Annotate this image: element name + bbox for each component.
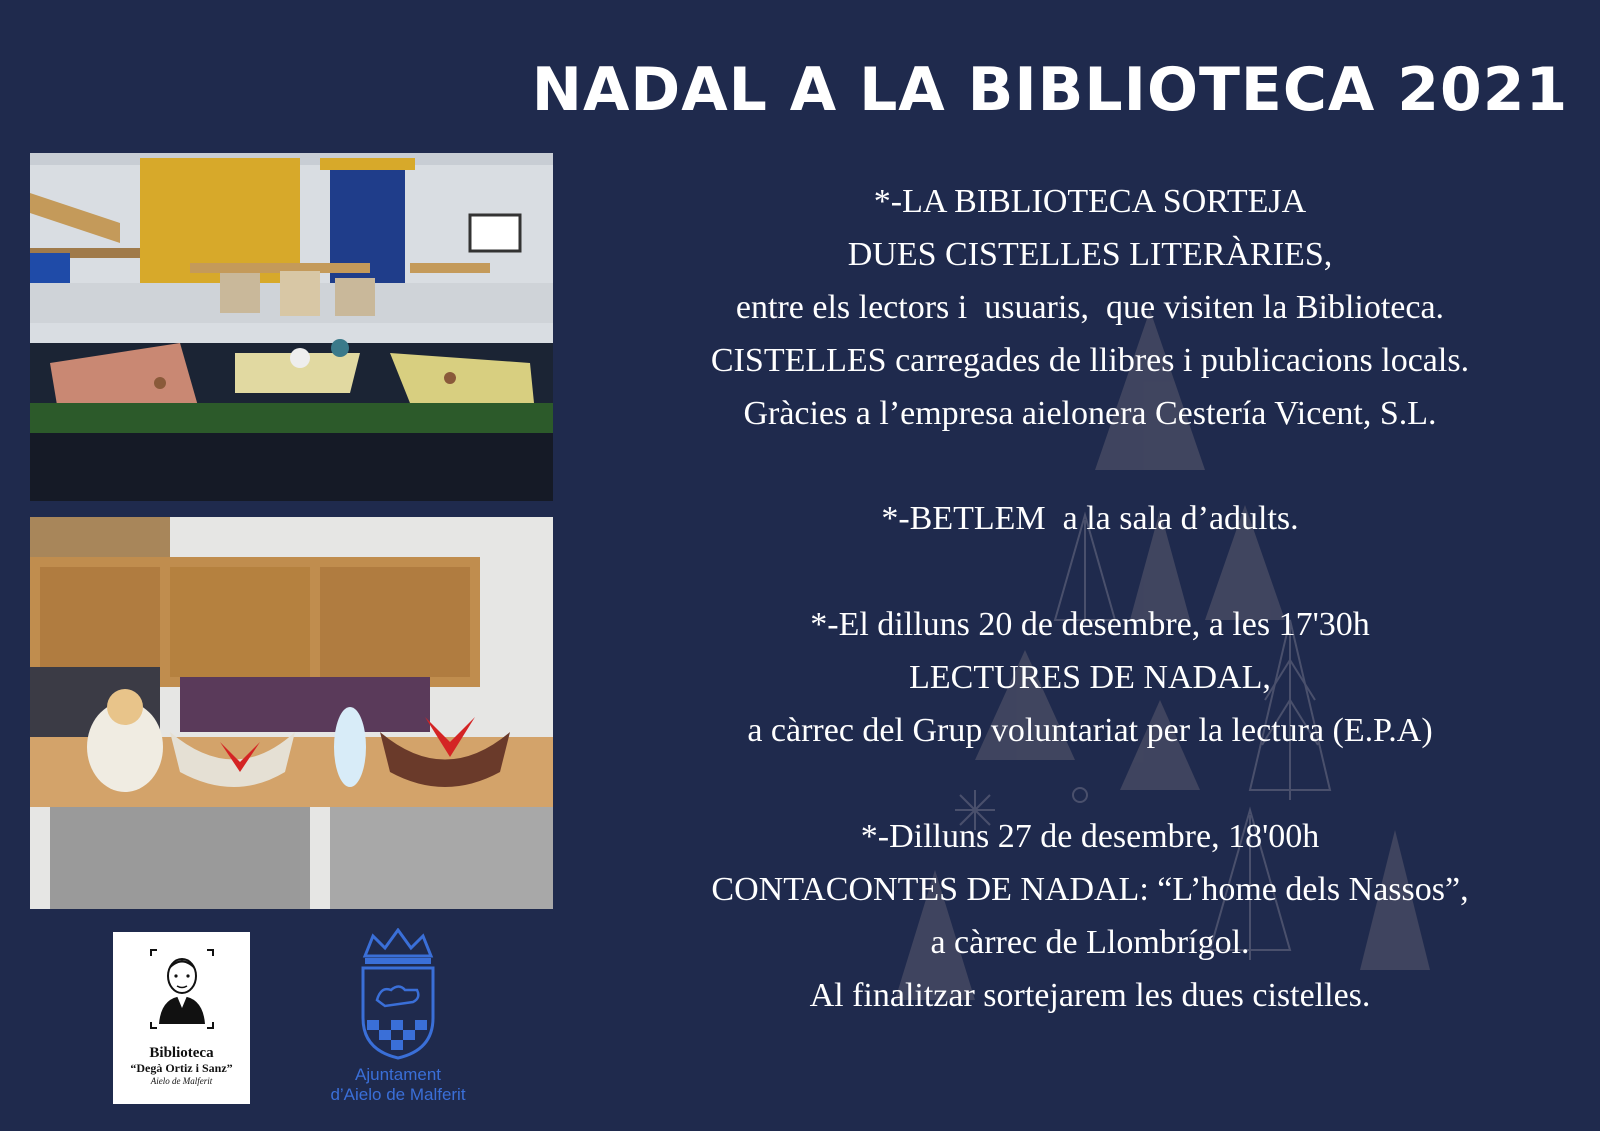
storytelling-announcement	[590, 810, 1590, 1022]
town-hall-town: d’Aielo de Malferit	[330, 1085, 466, 1104]
raffle-line: Gràcies a l’empresa aielonera Cestería Vicent, S.L.	[743, 395, 1437, 432]
town-hall-logo	[318, 928, 478, 1108]
coat-of-arms-icon	[355, 928, 441, 1060]
betlem-announcement	[590, 492, 1590, 545]
raffle-line: entre els lectors i usuaris, que visiten la Biblioteca.	[735, 289, 1445, 326]
raffle-line: CISTELLES carregades de llibres i publicacions locals.	[710, 342, 1470, 379]
raffle-line: *-LA BIBLIOTECA SORTEJA	[873, 183, 1307, 220]
library-subtitle: “Degà Ortiz i Sanz”	[130, 1061, 233, 1075]
storytelling-line: a càrrec de Llombrígol.	[930, 924, 1250, 961]
storytelling-line: *-Dilluns 27 de desembre, 18'00h	[860, 818, 1320, 855]
nativity-scene-photo	[30, 153, 553, 501]
library-town: Aielo de Malferit	[150, 1076, 213, 1086]
library-logo	[113, 932, 250, 1104]
raffle-line: DUES CISTELLES LITERÀRIES,	[847, 236, 1333, 273]
town-hall-name: Ajuntament	[355, 1065, 441, 1084]
readings-line: LECTURES DE NADAL,	[909, 659, 1271, 696]
readings-line: a càrrec del Grup voluntariat per la lectura (E.P.A)	[747, 712, 1433, 749]
page-title: NADAL A LA BIBLIOTECA 2021	[531, 55, 1569, 125]
raffle-announcement	[590, 175, 1590, 440]
portrait-icon	[147, 946, 217, 1032]
betlem-line: *-BETLEM a la sala d’adults.	[881, 500, 1299, 537]
library-name: Biblioteca	[149, 1045, 214, 1061]
gift-baskets-photo	[30, 517, 553, 909]
readings-announcement	[590, 598, 1590, 757]
storytelling-line: Al finalitzar sortejarem les dues cistelles.	[809, 977, 1371, 1014]
storytelling-line: CONTACONTES DE NADAL: “L’home dels Nassos”,	[711, 871, 1469, 908]
readings-line: *-El dilluns 20 de desembre, a les 17'30h	[810, 606, 1370, 643]
